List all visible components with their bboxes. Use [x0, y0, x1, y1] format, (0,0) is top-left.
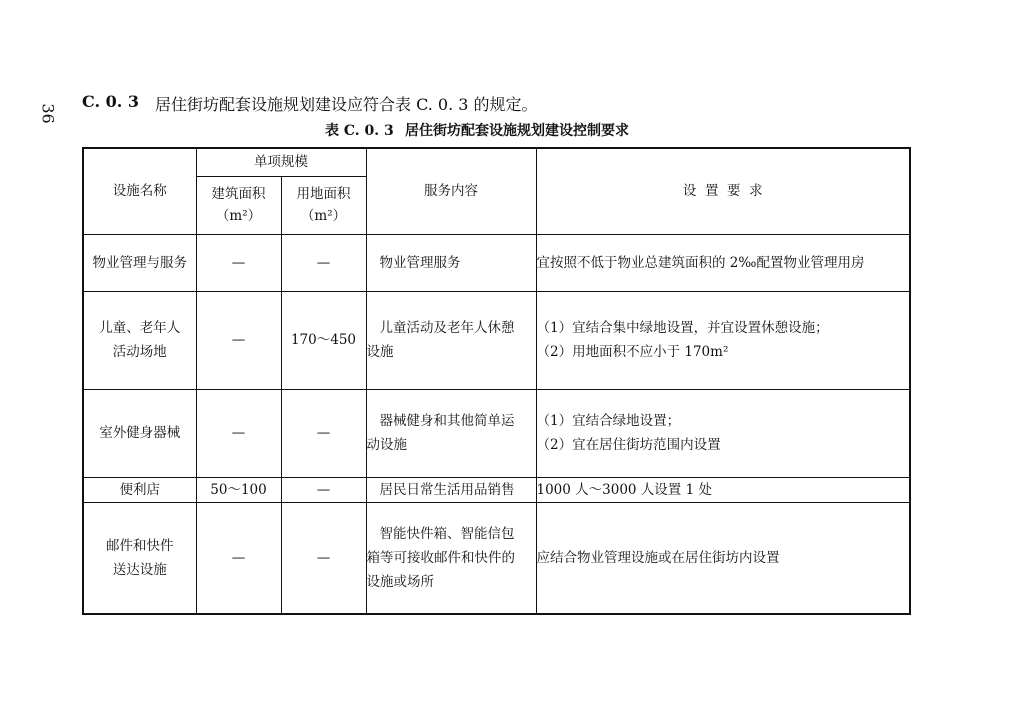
table-row: [83, 477, 910, 502]
requirements-cell: 应结合物业管理设施或在居住街坊内设置: [536, 502, 910, 614]
land-area-cell: —: [281, 502, 366, 614]
table-title-number: 表 C. 0. 3: [325, 123, 394, 139]
building-area-cell: 50～100: [196, 477, 281, 502]
requirements-cell: （1）宜结合绿地设置； （2）宜在居住街坊范围内设置: [536, 389, 910, 477]
clause-text: 居住街坊配套设施规划建设应符合表 C. 0. 3 的规定。: [155, 95, 538, 114]
building-area-cell: —: [196, 389, 281, 477]
service-cell: 器械健身和其他简单运 动设施: [366, 389, 536, 477]
facility-cell: 邮件和快件 送达设施: [83, 502, 196, 614]
control-requirements-table: [82, 147, 911, 615]
header-row-top: [83, 148, 910, 176]
requirements-cell: （1）宜结合集中绿地设置，并宜设置休憩设施； （2）用地面积不应小于 170m²: [536, 291, 910, 389]
header-building-area: 建筑面积 （m²）: [196, 176, 281, 234]
header-land-area: 用地面积 （m²）: [281, 176, 366, 234]
building-area-unit: （m²）: [215, 208, 262, 224]
land-area-cell: —: [281, 477, 366, 502]
land-area-cell: —: [281, 234, 366, 291]
facility-cell: 物业管理与服务: [83, 234, 196, 291]
building-area-cell: —: [196, 291, 281, 389]
header-scale: 单项规模: [196, 148, 366, 176]
service-cell: 儿童活动及老年人休憩 设施: [366, 291, 536, 389]
table-row: [83, 291, 910, 389]
facility-cell: 便利店: [83, 477, 196, 502]
land-area-unit: （m²）: [300, 208, 347, 224]
building-area-cell: —: [196, 234, 281, 291]
header-facility: 设施名称: [83, 148, 196, 234]
table-row: [83, 389, 910, 477]
header-service: 服务内容: [366, 148, 536, 234]
table-title-text: 居住街坊配套设施规划建设控制要求: [405, 123, 629, 139]
land-area-cell: —: [281, 389, 366, 477]
table-row: [83, 234, 910, 291]
land-area-cell: 170～450: [281, 291, 366, 389]
facility-cell: 室外健身器械: [83, 389, 196, 477]
requirements-cell: 1000 人～3000 人设置 1 处: [536, 477, 910, 502]
page-number: 36: [38, 103, 58, 124]
service-cell: 智能快件箱、智能信包 箱等可接收邮件和快件的 设施或场所: [366, 502, 536, 614]
service-cell: 物业管理服务: [366, 234, 536, 291]
requirements-cell: 宜按照不低于物业总建筑面积的 2‰配置物业管理用房: [536, 234, 910, 291]
service-cell: 居民日常生活用品销售: [366, 477, 536, 502]
clause-number: C. 0. 3: [82, 92, 139, 111]
table-row: [83, 502, 910, 614]
facility-cell: 儿童、老年人 活动场地: [83, 291, 196, 389]
building-area-cell: —: [196, 502, 281, 614]
header-requirements: 设 置 要 求: [536, 148, 910, 234]
